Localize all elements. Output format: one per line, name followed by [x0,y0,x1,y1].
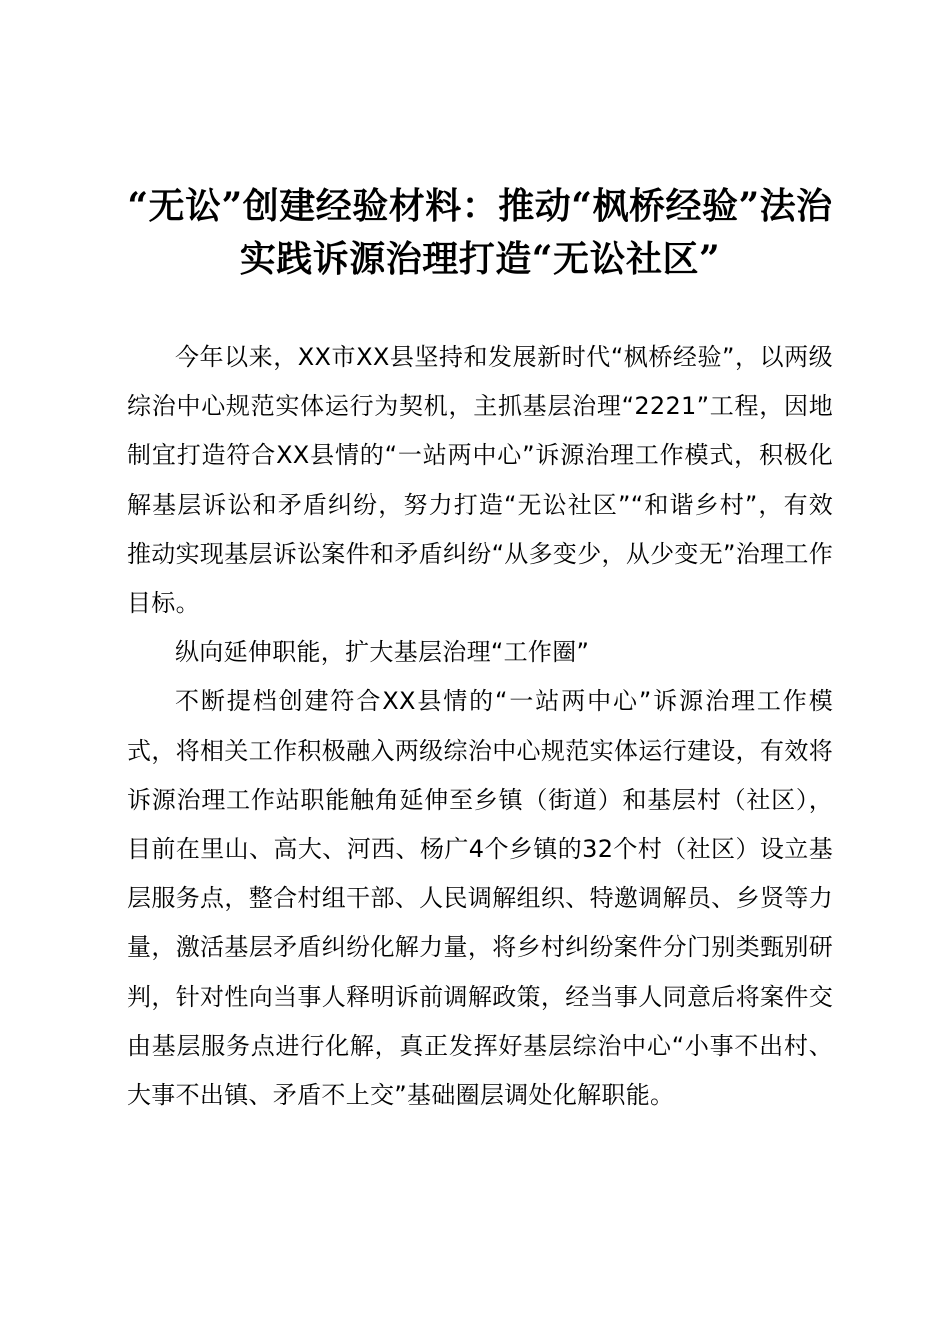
document-title: “无讼”创建经验材料：推动“枫桥经验”法治实践诉源治理打造“无讼社区” [127,185,833,280]
section-heading: 纵向延伸职能，扩大基层治理“工作圈” [175,638,590,667]
document-body [127,333,833,1120]
section-paragraph: 不断提档创建符合XX县情的“一站两中心”诉源治理工作模式，将相关工作积极融入两级综治中心规范实体运行建设，有效将诉源治理工作站职能触角延伸至乡镇（街道）和基层村（社区），目前在里山、高大、河西、杨广4个乡镇的32个村（社区）设立基层服务点，整合村组干部、人民调解组织、特邀调解员、乡贤等力量，激活基层矛盾纠纷化解力量，将乡村纠纷案件分门别类甄别研判，针对性向当事人释明诉前调解政策，经当事人同意后将案件交由基层服务点进行化解，真正发挥好基层综治中心“小事不出村、大事不出镇、矛盾不上交”基础圈层调处化解职能。 [127,687,833,1110]
intro-paragraph: 今年以来，XX市XX县坚持和发展新时代“枫桥经验”，以两级综治中心规范实体运行为契机，主抓基层治理“2221”工程，因地制宜打造符合XX县情的“一站两中心”诉源治理工作模式，积极化解基层诉讼和矛盾纠纷，努力打造“无讼社区”“和谐乡村”，有效推动实现基层诉讼案件和矛盾纠纷“从多变少，从少变无”治理工作目标。 [127,343,833,618]
